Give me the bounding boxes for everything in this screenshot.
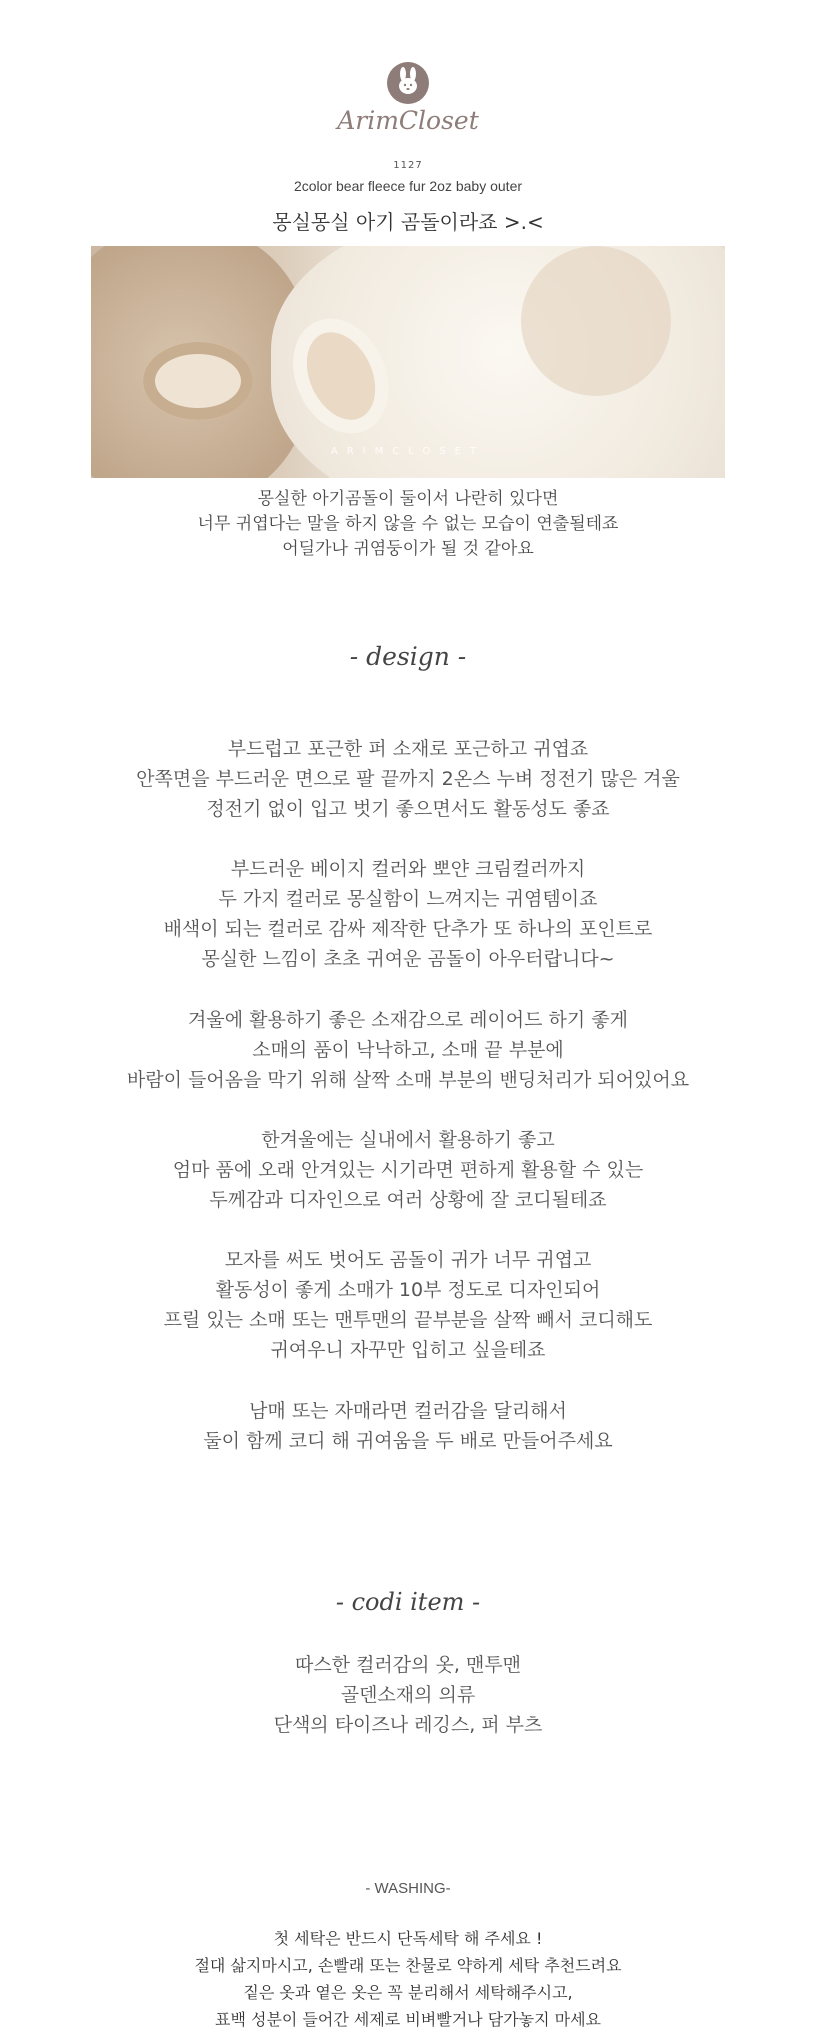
design-line: 프릴 있는 소매 또는 맨투맨의 끝부분을 살짝 빼서 코디해도: [163, 1309, 653, 1331]
photo-watermark: ARIMCLOSET: [330, 446, 486, 457]
design-line: 남매 또는 자매라면 컬러감을 달리해서: [249, 1400, 567, 1422]
product-photo: [91, 246, 725, 478]
photo-shadow: [521, 246, 671, 396]
codi-list: [0, 1650, 816, 1740]
washing-line: 첫 세탁은 반드시 단독세탁 해 주세요 !: [273, 1929, 543, 1948]
design-line: 겨울에 활용하기 좋은 소재감으로 레이어드 하기 좋게: [187, 1009, 629, 1031]
intro-line: 어딜가나 귀염둥이가 될 것 같아요: [282, 539, 534, 559]
bunny-icon: [387, 62, 429, 104]
design-line: 정전기 없이 입고 벗기 좋으면서도 활동성도 좋죠: [206, 798, 610, 820]
logo-wordmark: ArimCloset: [337, 106, 479, 135]
intro-line: 몽실한 아기곰돌이 둘이서 나란히 있다면: [257, 489, 559, 509]
codi-line: 골덴소재의 의류: [340, 1684, 476, 1706]
product-korean-title: 몽실몽실 아기 곰돌이라죠 >.<: [272, 210, 544, 234]
design-line: 한겨울에는 실내에서 활용하기 좋고: [261, 1129, 555, 1151]
design-paragraph: [0, 1396, 816, 1456]
washing-line: 짙은 옷과 옅은 옷은 꼭 분리해서 세탁해주시고,: [243, 1983, 573, 2002]
product-english-title: 2color bear fleece fur 2oz baby outer: [293, 178, 523, 194]
design-section-title: - design -: [349, 642, 467, 671]
design-line: 활동성이 좋게 소매가 10부 정도로 디자인되어: [215, 1279, 601, 1301]
design-paragraph: [0, 1005, 816, 1095]
design-line: 소매의 품이 낙낙하고, 소매 끝 부분에: [252, 1039, 564, 1061]
intro-line: 너무 귀엽다는 말을 하지 않을 수 없는 모습이 연출될테죠: [197, 514, 619, 534]
design-line: 안쪽면을 부드러운 면으로 팔 끝까지 2온스 누벼 정전기 많은 겨울: [136, 768, 680, 790]
design-paragraph: [0, 854, 816, 974]
design-paragraph: [0, 734, 816, 824]
design-line: 바람이 들어옴을 막기 위해 살짝 소매 부분의 밴딩처리가 되어있어요: [126, 1069, 690, 1091]
design-line: 귀여우니 자꾸만 입히고 싶을테죠: [270, 1339, 546, 1361]
beige-bear-ear: [143, 342, 253, 420]
codi-line: 단색의 타이즈나 레깅스, 퍼 부츠: [273, 1714, 543, 1736]
design-line: 두 가지 컬러로 몽실함이 느껴지는 귀염템이죠: [218, 888, 598, 910]
design-line: 모자를 써도 벗어도 곰돌이 귀가 너무 귀엽고: [224, 1249, 592, 1271]
codi-line: 따스한 컬러감의 옷, 맨투맨: [294, 1654, 522, 1676]
design-paragraph: [0, 1125, 816, 1215]
design-line: 둘이 함께 코디 해 귀여움을 두 배로 만들어주세요: [203, 1430, 613, 1452]
design-line: 엄마 품에 오래 안겨있는 시기라면 편하게 활용할 수 있는: [172, 1159, 644, 1181]
design-line: 두께감과 디자인으로 여러 상황에 잘 코디될테죠: [209, 1189, 607, 1211]
codi-section-title: - codi item -: [335, 1588, 481, 1616]
washing-line: 표백 성분이 들어간 세제로 비벼빨거나 담가놓지 마세요: [214, 2010, 601, 2029]
washing-line: 절대 삶지마시고, 손빨래 또는 찬물로 약하게 세탁 추천드려요: [194, 1956, 622, 1975]
design-line: 부드러운 베이지 컬러와 뽀얀 크림컬러까지: [230, 858, 586, 880]
design-line: 배색이 되는 컬러로 감싸 제작한 단추가 또 하나의 포인트로: [163, 918, 653, 940]
design-paragraph: [0, 1245, 816, 1365]
washing-instructions: [0, 1925, 816, 2033]
brand-logo: [0, 62, 816, 135]
intro-text: [0, 487, 816, 562]
product-code: 1127: [393, 160, 423, 171]
washing-section-title: - WASHING-: [365, 1880, 451, 1897]
design-line: 몽실한 느낌이 초초 귀여운 곰돌이 아우터랍니다~: [201, 948, 615, 970]
design-line: 부드럽고 포근한 퍼 소재로 포근하고 귀엽죠: [227, 738, 589, 760]
